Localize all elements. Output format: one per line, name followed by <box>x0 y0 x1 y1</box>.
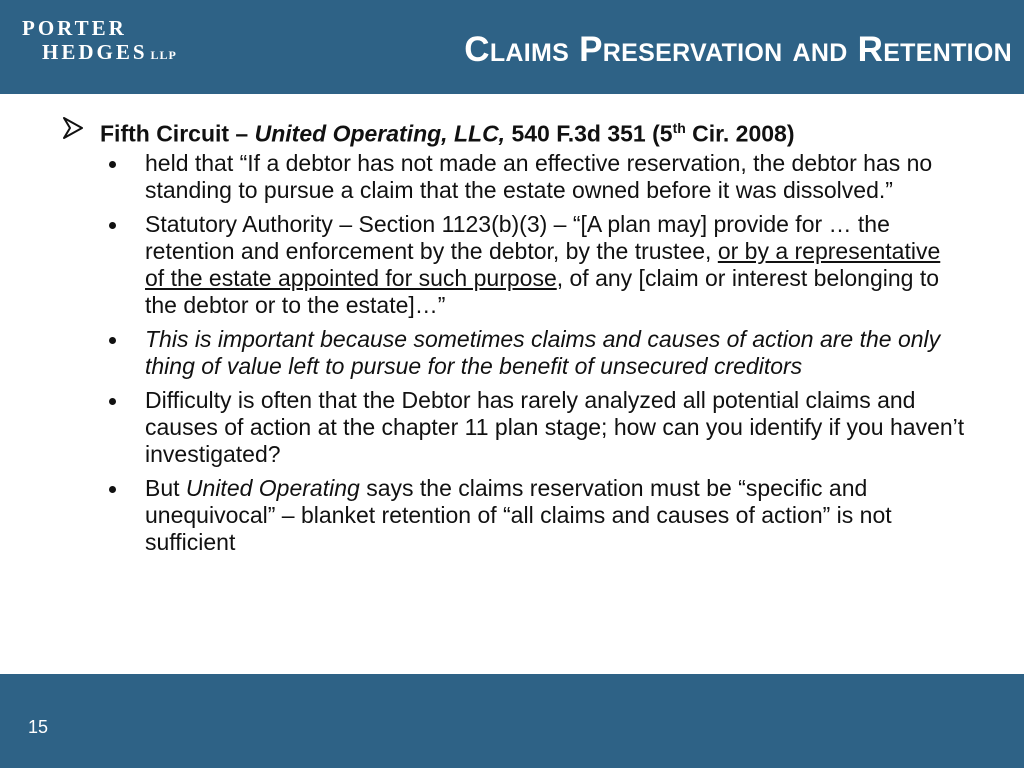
citation: 540 F.3d 351 (5 <box>505 120 673 147</box>
bullet-text-italic: United Operating <box>185 474 360 501</box>
citation-end: Cir. 2008) <box>685 120 795 147</box>
bullet-list <box>62 150 982 556</box>
dot-bullet-icon <box>109 486 116 493</box>
bullet-text: held that “If a debtor has not made an effective reservation, the debtor has no standing to pursue a claim that the estate owned before it was dissolved.” <box>145 149 933 203</box>
bullet-text-underlined: or by a representative of the estate appointed for such purpose <box>145 237 941 291</box>
bullet-text-part2: says the claims reservation must be “specific and unequivocal” – blanket retention of “all claims and causes of action” is not sufficient <box>145 474 892 555</box>
porter-hedges-logo <box>22 18 177 63</box>
header-bar <box>0 0 1024 94</box>
logo-llp-text: LLP <box>150 48 177 62</box>
bullet-item-importance <box>62 326 965 380</box>
dot-bullet-icon <box>109 337 116 344</box>
slide-content <box>62 112 982 556</box>
bullet-item-holding <box>62 150 965 204</box>
footer-bar <box>0 674 1024 768</box>
bullet-item-specificity <box>62 475 965 556</box>
citation-superscript: th <box>672 120 686 136</box>
bullet-text-part1: Statutory Authority – Section 1123(b)(3) – “[A plan may] provide for … the retention and enforcement by the debtor, by the trustee, <box>145 210 890 264</box>
case-name: United Operating, LLC, <box>254 120 506 147</box>
main-point-prefix: Fifth Circuit – <box>100 120 255 147</box>
dot-bullet-icon <box>109 398 116 405</box>
slide-title: Claims Preservation and Retention <box>464 30 1012 69</box>
logo-hedges-text: HEDGES <box>42 40 148 64</box>
dot-bullet-icon <box>109 222 116 229</box>
bullet-text: This is important because sometimes claims and causes of action are the only thing of value left to pursue for the benefit of unsecured creditors <box>145 325 941 379</box>
bullet-text-part2: , of any [claim or interest belonging to the debtor or to the estate]…” <box>145 264 939 318</box>
main-point <box>62 112 982 150</box>
bullet-text: Difficulty is often that the Debtor has rarely analyzed all potential claims and causes of action at the chapter 11 plan stage; how can you identify if you haven’t investigated? <box>145 386 965 467</box>
dot-bullet-icon <box>109 161 116 168</box>
bullet-item-statutory-authority <box>62 211 965 319</box>
logo-line-1: PORTER <box>22 16 127 40</box>
arrow-bullet-icon <box>62 116 84 140</box>
page-number: 15 <box>28 717 49 737</box>
bullet-item-difficulty <box>62 387 965 468</box>
logo-line-2 <box>42 42 177 63</box>
bullet-text-part1: But <box>145 474 186 501</box>
